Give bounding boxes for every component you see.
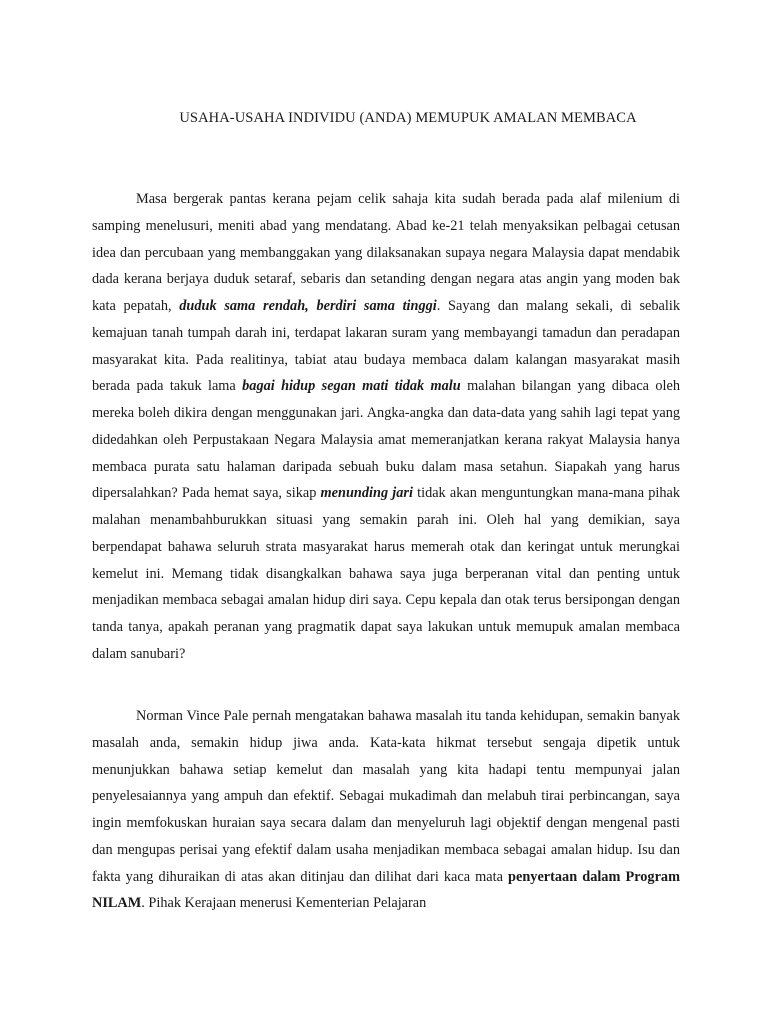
paragraph-1-text-1: Masa bergerak pantas kerana pejam celik sahaja kita sudah berada pada alaf milenium di samping menelusuri, meniti abad yang mendatang. Abad ke-21 telah menyaksikan pelbagai cetusan idea dan percubaan yang membanggakan yang dilaksanakan supaya negara Malaysia dapat mendabik dada kerana berjaya duduk setaraf, sebaris dan setanding dengan negara atas angin yang moden bak kata pepatah, [92, 191, 680, 314]
paragraph-1-text-2: . Sayang dan malang sekali, di sebalik kemajuan tanah tumpah darah ini, terdapat lakaran suram yang membayangi tamadun dan peradapan masyarakat kita. Pada realitinya, tabiat atau budaya membaca dalam kalangan masyarakat masih berada pada takuk lama [92, 298, 680, 395]
paragraph-1-text-4: tidak akan menguntungkan mana-mana pihak malahan menambahburukkan situasi yang semakin parah ini. Oleh hal yang demikian, saya berpendapat bahawa seluruh strata masyarakat harus memerah otak dan keringat untuk merungkai kemelut ini. Memang tidak disangkalkan bahawa saya juga berperanan vital dan penting untuk menjadikan membaca sebagai amalan hidup diri saya. Cepu kepala dan otak terus bersipongan dengan tanda tanya, apakah peranan yang pragmatik dapat saya lakukan untuk memupuk amalan membaca dalam sanubari? [92, 485, 680, 662]
paragraph-2-text-1: Norman Vince Pale pernah mengatakan bahawa masalah itu tanda kehidupan, semakin banyak masalah anda, semakin hidup jiwa anda. Kata-kata hikmat tersebut sengaja dipetik untuk menunjukkan bahawa setiap kemelut dan masalah yang kita hadapi tentu mempunyai jalan penyelesaiannya yang ampuh dan efektif. Sebagai mukadimah dan melabuh tirai perbincangan, saya ingin memfokuskan huraian saya secara dalam dan menyeluruh lagi objektif dengan mengenal pasti dan mengupas perisai yang efektif dalam usaha menjadikan membaca sebagai amalan hidup. Isu dan fakta yang dihuraikan di atas akan ditinjau dan dilihat dari kaca mata [92, 708, 680, 885]
paragraph-1-emphasis-3: menunding jari [320, 485, 413, 502]
paragraph-1-emphasis-1: duduk sama rendah, berdiri sama tinggi [179, 298, 437, 314]
paragraph-1-emphasis-2: bagai hidup segan mati tidak malu [242, 378, 461, 395]
paragraph-1 [92, 186, 680, 668]
paragraph-2-text-2: . Pihak Kerajaan menerusi Kementerian Pelajaran [141, 895, 427, 912]
paragraph-1-text-3: malahan bilangan yang dibaca oleh mereka boleh dikira dengan menggunakan jari. Angka-angka dan data-data yang sahih lagi tepat yang didedahkan oleh Perpustakaan Negara Malaysia amat memeranjatkan kerana rakyat Malaysia hanya membaca purata satu halaman daripada sebuah buku dalam masa setahun. Siapakah yang harus dipersalahkan? Pada hemat saya, sikap [92, 378, 681, 502]
document-title: USAHA-USAHA INDIVIDU (ANDA) MEMUPUK AMALAN MEMBACA [179, 110, 637, 126]
paragraph-2-emphasis-1: penyertaan dalam Program NILAM [92, 868, 680, 912]
paragraph-2 [92, 703, 680, 917]
